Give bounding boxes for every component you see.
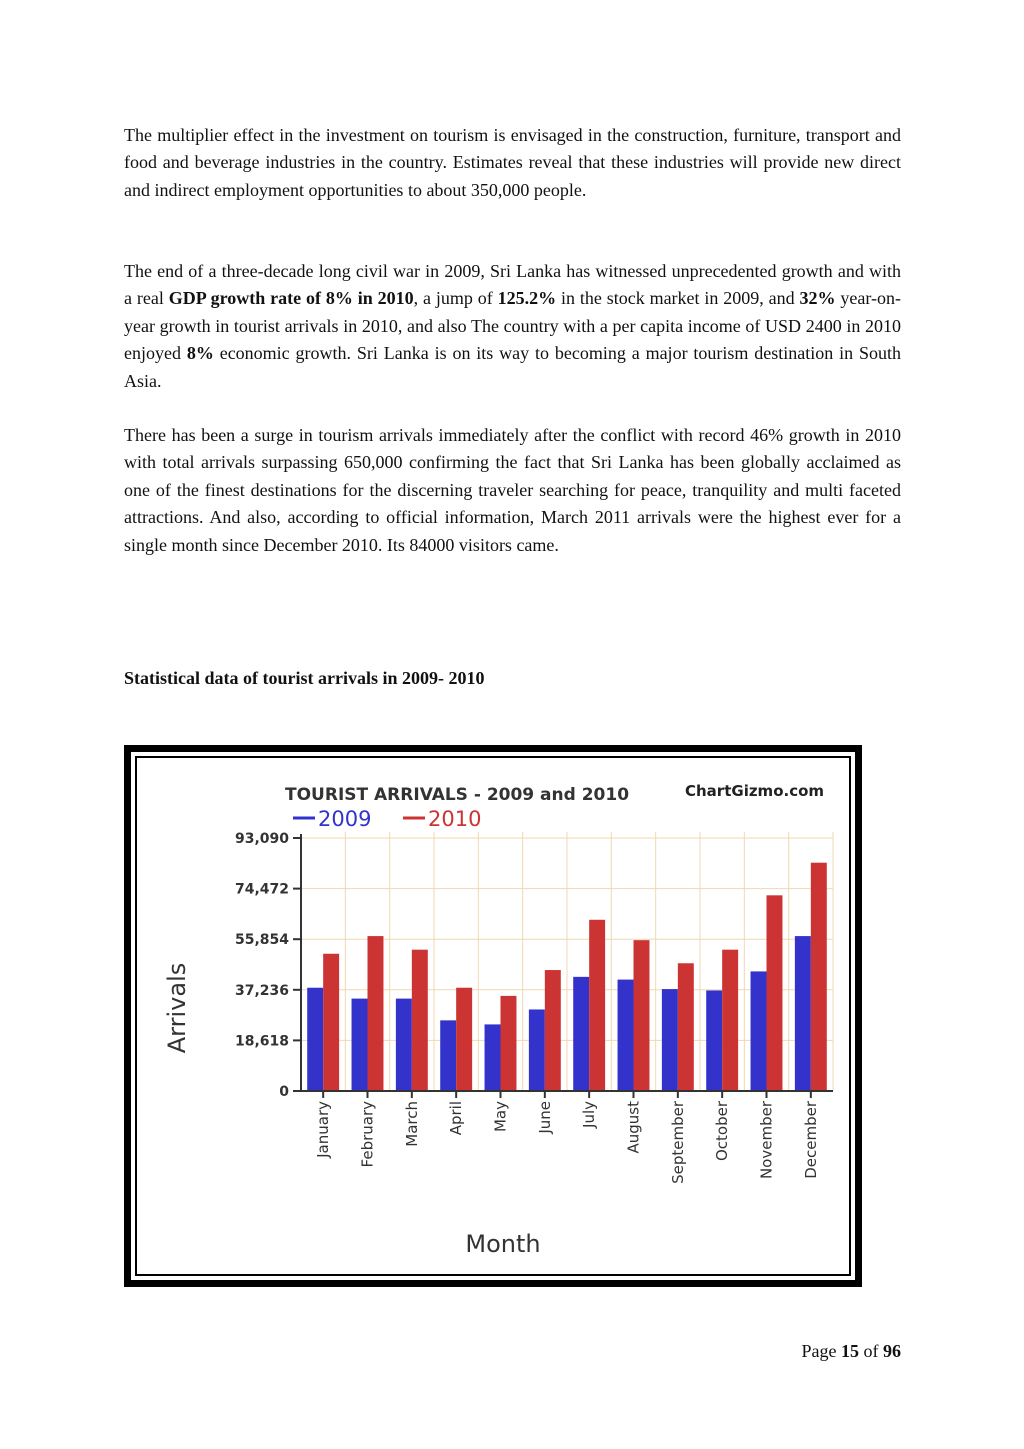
x-tick-label-september: September: [668, 1101, 687, 1184]
y-tick-label-1: 18,618: [234, 1033, 289, 1050]
page-footer: [802, 1341, 902, 1362]
x-tick-label-december: December: [801, 1101, 820, 1179]
y-tick-label-0: 0: [279, 1084, 289, 1100]
bar-2009-april: [440, 1020, 456, 1091]
x-tick-label-november: November: [757, 1101, 776, 1180]
bar-2009-july: [573, 977, 589, 1091]
paragraph-multiplier-effect: The multiplier effect in the investment on tourism is envisaged in the construction, furniture, transport and food and beverage industries in the country. Estimates reveal that these industries will provide new direct and indirect employment opportunities to about 350,000 people.: [124, 125, 901, 200]
x-tick-label-april: April: [447, 1101, 466, 1136]
legend-label-2009: 2009: [318, 807, 372, 831]
legend-label-2010: 2010: [428, 807, 482, 831]
p2-text-1: The end of a three-decade long civil war in 2009, Sri Lanka has witnessed unprecedented growth and with a real: [124, 261, 901, 309]
footer-middle: of: [859, 1341, 883, 1361]
bar-2009-august: [618, 980, 634, 1091]
bar-2010-january: [323, 954, 339, 1091]
chart-watermark: ChartGizmo.com: [685, 782, 825, 800]
bar-2009-october: [706, 990, 722, 1091]
p2-bold-gdp: GDP growth rate of 8% in 2010: [168, 288, 414, 309]
chart-container: [135, 756, 851, 1276]
bar-2009-december: [795, 936, 811, 1091]
footer-page-number: 15: [841, 1341, 859, 1361]
footer-prefix: Page: [801, 1341, 841, 1361]
x-tick-label-october: October: [713, 1101, 732, 1162]
x-tick-label-march: March: [402, 1101, 421, 1147]
bar-2010-may: [501, 996, 517, 1091]
y-axis-label: Arrivals: [163, 962, 191, 1054]
paragraph-tourism-surge: There has been a surge in tourism arrivals immediately after the conflict with record 46% growth in 2010 with total arrivals surpassing 650,000 confirming the fact that Sri Lanka has been globally acclaimed as one of the finest destinations for the discerning traveler searching for peace, tranquility and multi faceted attractions. And also, according to official information, March 2011 arrivals were the highest ever for a single month since December 2010. Its 84000 visitors came.: [124, 425, 901, 555]
x-tick-label-january: January: [314, 1101, 333, 1158]
bar-2010-march: [412, 950, 428, 1091]
x-tick-label-august: August: [624, 1101, 643, 1154]
p2-bold-arrivals: 32%: [799, 288, 836, 309]
bar-2010-december: [811, 863, 827, 1091]
x-axis-label: Month: [465, 1230, 541, 1258]
bar-2009-june: [529, 1009, 545, 1091]
bar-2009-november: [751, 971, 767, 1091]
bar-2010-april: [456, 988, 472, 1091]
bar-2010-february: [368, 936, 384, 1091]
tourist-arrivals-chart: [137, 758, 845, 1266]
bar-2009-january: [307, 988, 323, 1091]
section-heading: Statistical data of tourist arrivals in 2009- 2010: [124, 668, 485, 688]
bar-2010-june: [545, 970, 561, 1091]
y-tick-label-4: 74,472: [234, 881, 289, 898]
y-tick-label-3: 55,854: [234, 932, 289, 949]
x-tick-label-may: May: [491, 1101, 510, 1133]
chart-frame-inner: [131, 752, 855, 1280]
chart-title: TOURIST ARRIVALS - 2009 and 2010: [285, 785, 630, 805]
chart-frame: [124, 745, 862, 1287]
x-tick-label-june: June: [535, 1101, 554, 1134]
footer-total-pages: 96: [883, 1341, 901, 1361]
y-tick-label-2: 37,236: [234, 982, 289, 999]
y-tick-label-5: 93,090: [234, 831, 289, 847]
p2-text-4: year-on-year growth in tourist arrivals in 2010, and also The country with a per capita income of USD 2400 in 2010 enjoyed: [124, 288, 902, 364]
bar-2010-september: [678, 963, 694, 1091]
bar-2010-august: [634, 940, 650, 1091]
bar-2009-february: [352, 999, 368, 1091]
bar-2009-march: [396, 999, 412, 1091]
x-tick-label-july: July: [580, 1101, 599, 1128]
p2-text-3: in the stock market in 2009, and: [556, 288, 800, 309]
p2-text-2: , a jump of: [413, 288, 498, 309]
p2-bold-stock: 125.2%: [497, 288, 557, 309]
paragraph-post-war-growth: [124, 258, 901, 395]
bar-2010-october: [722, 950, 738, 1091]
bar-2009-may: [485, 1024, 501, 1091]
bar-2010-july: [589, 920, 605, 1091]
p2-bold-economic: 8%: [186, 343, 214, 364]
x-tick-label-february: February: [358, 1101, 377, 1168]
bar-2009-september: [662, 989, 678, 1091]
p2-text-5: economic growth. Sri Lanka is on its way to becoming a major tourism destination in South Asia.: [124, 343, 901, 391]
bar-2010-november: [767, 895, 783, 1091]
